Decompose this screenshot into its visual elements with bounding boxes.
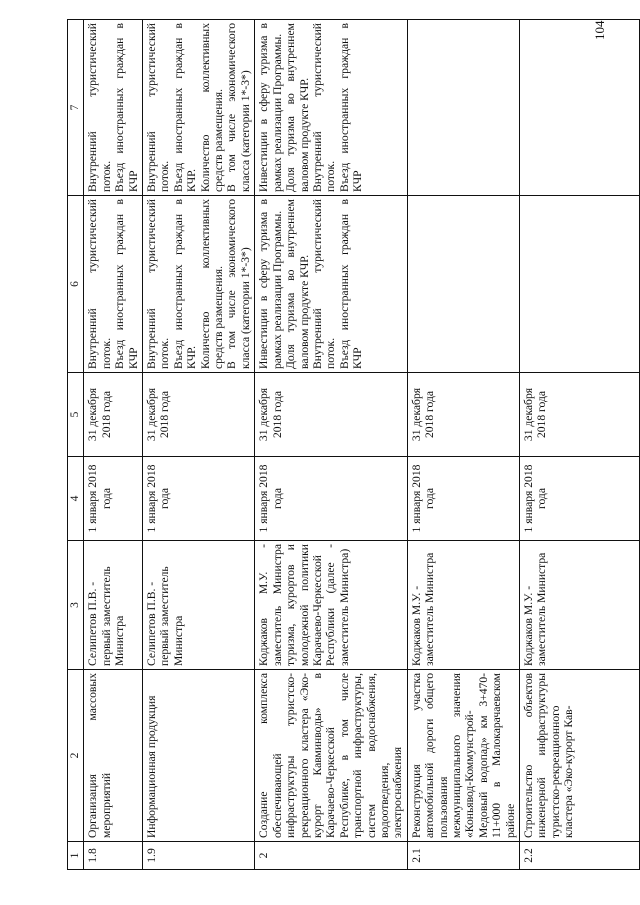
- table-row: [84, 20, 143, 870]
- start-date: 1 января 2018 года: [84, 457, 143, 541]
- rotated-page: [67, 20, 640, 870]
- row-number: 2.2: [520, 842, 640, 870]
- end-date: 31 декабря 2018 года: [143, 373, 255, 457]
- event-name: Организация массовых мероприятий: [84, 670, 143, 842]
- start-date: 1 января 2018 года: [255, 457, 407, 541]
- responsible-person: Селипетов П.В. - первый заместитель Министра: [84, 541, 143, 670]
- event-name: Информационная продукция: [143, 670, 255, 842]
- program-table: [67, 19, 640, 870]
- table-row: [255, 20, 407, 870]
- end-date: 31 декабря 2018 года: [255, 373, 407, 457]
- column-header: 3: [68, 541, 84, 670]
- expected-result: Внутренний туристический поток. Въезд иностранных граждан в КЧР. Количество коллективных средств размещения. В том числе экономического класса (категории 1*-3*): [143, 196, 255, 373]
- target-indicators: Внутренний туристический поток. Въезд иностранных граждан в КЧР. Количество коллективных средств размещения. В том числе экономического класса (категории 1*-3*): [143, 20, 255, 196]
- page-number: 104: [592, 20, 607, 40]
- column-header: 7: [68, 20, 84, 196]
- expected-result: [407, 196, 519, 373]
- target-indicators: [520, 20, 640, 196]
- event-name: Строительство объектов инженерной инфраструктуры туристско-рекреационного кластера «Эко-курорт Кав-: [520, 670, 640, 842]
- start-date: 1 января 2018 года: [143, 457, 255, 541]
- target-indicators: Инвестиции в сферу туризма в рамках реализации Программы. Доля туризма во внутреннем валовом продукте КЧР. Внутренний туристический поток. Въезд иностранных граждан в КЧР: [255, 20, 407, 196]
- end-date: 31 декабря 2018 года: [520, 373, 640, 457]
- expected-result: Инвестиции в сферу туризма в рамках реализации Программы. Доля туризма во внутреннем валовом продукте КЧР. Внутренний туристический поток. Въезд иностранных граждан в КЧР: [255, 196, 407, 373]
- start-date: 1 января 2018 года: [407, 457, 519, 541]
- start-date: 1 января 2018 года: [520, 457, 640, 541]
- end-date: 31 декабря 2018 года: [84, 373, 143, 457]
- row-number: 1.9: [143, 842, 255, 870]
- table-row: [143, 20, 255, 870]
- end-date: 31 декабря 2018 года: [407, 373, 519, 457]
- row-number: 2: [255, 842, 407, 870]
- responsible-person: Коджаков М.У. - заместитель Министра туризма, курортов и молодежной политики Карачаево-Черкесской Республики (далее - заместитель Министра): [255, 541, 407, 670]
- table-row: [520, 20, 640, 870]
- event-name: Реконструкция участка автомобильной дороги общего пользования межмуниципального значения «Коньявод-Коммунстрой-Медовый водопад» км 3+470-11+000 в Малокарачаевском районе: [407, 670, 519, 842]
- column-number-row: [68, 20, 84, 870]
- column-header: 6: [68, 196, 84, 373]
- table-row: [407, 20, 519, 870]
- expected-result: [520, 196, 640, 373]
- column-header: 5: [68, 373, 84, 457]
- target-indicators: [407, 20, 519, 196]
- event-name: Создание комплекса обеспечивающей инфраструктуры туристско-рекреационного кластера «Эко-курорт Кавминводы» в Карачаево-Черкесской Республике, в том числе транспортной инфраструктуры, систем водоснабжения, водоотведения, электроснабжения: [255, 670, 407, 842]
- row-number: 1.8: [84, 842, 143, 870]
- column-header: 2: [68, 670, 84, 842]
- target-indicators: Внутренний туристический поток. Въезд иностранных граждан в КЧР: [84, 20, 143, 196]
- column-header: 4: [68, 457, 84, 541]
- responsible-person: Коджаков М.У. - заместитель Министра: [520, 541, 640, 670]
- row-number: 2.1: [407, 842, 519, 870]
- column-header: 1: [68, 842, 84, 870]
- responsible-person: Коджаков М.У. - заместитель Министра: [407, 541, 519, 670]
- responsible-person: Селипетов П.В. - первый заместитель Министра: [143, 541, 255, 670]
- expected-result: Внутренний туристический поток. Въезд иностранных граждан в КЧР: [84, 196, 143, 373]
